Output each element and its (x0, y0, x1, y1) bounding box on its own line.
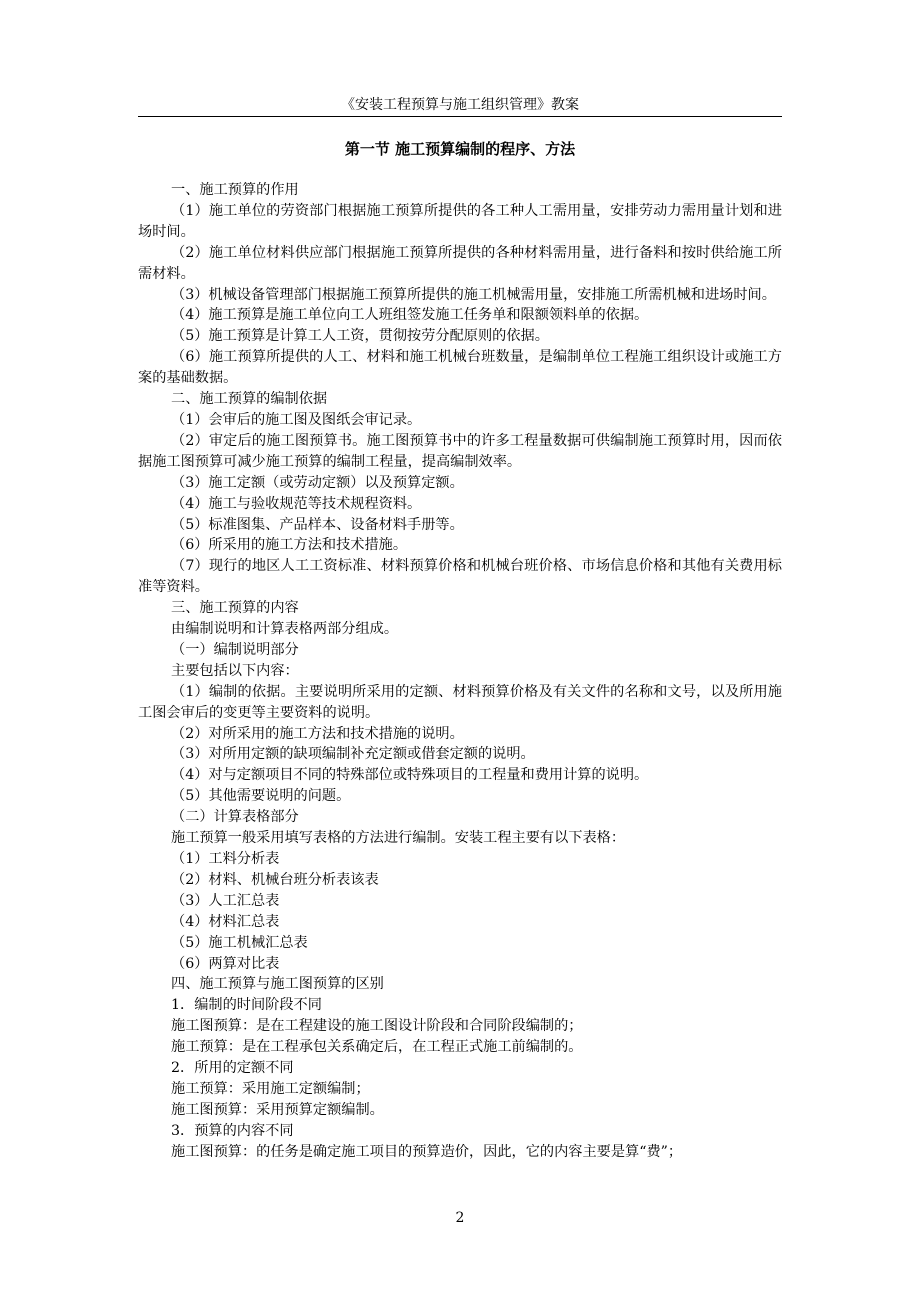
paragraph: （3）施工定额（或劳动定额）以及预算定额。 (171, 474, 464, 491)
paragraph: （4）施工与验收规范等技术规程资料。 (171, 495, 422, 512)
paragraph: （2）审定后的施工图预算书。施工图预算书中的许多工程量数据可供编制施工预算时用，因而依据施工图预算可减少施工预算的编制工程量，提高编制效率。 (138, 432, 782, 470)
paragraph: （6）所采用的施工方法和技术措施。 (171, 537, 408, 554)
paragraph: 施工预算：采用施工定额编制； (171, 1080, 370, 1097)
paragraph: （1）施工单位的劳资部门根据施工预算所提供的各工种人工需用量，安排劳动力需用量计划和进场时间。 (138, 202, 782, 240)
heading-4: 四、施工预算与施工图预算的区别 (171, 976, 384, 993)
body-text (138, 180, 782, 1163)
paragraph: （4）施工预算是施工单位向工人班组签发施工任务单和限额领料单的依据。 (171, 307, 649, 324)
subheading: 2．所用的定额不同 (171, 1060, 294, 1077)
paragraph: 施工图预算：是在工程建设的施工图设计阶段和合同阶段编制的； (171, 1018, 583, 1035)
paragraph: （2）对所采用的施工方法和技术措施的说明。 (171, 725, 464, 742)
list-item: （6）两算对比表 (171, 955, 280, 972)
paragraph: （3）机械设备管理部门根据施工预算所提供的施工机械需用量，安排施工所需机械和进场时间。 (171, 286, 776, 303)
paragraph: （1）会审后的施工图及图纸会审记录。 (171, 411, 422, 428)
paragraph: 由编制说明和计算表格两部分组成。 (171, 621, 399, 638)
heading-3: 三、施工预算的内容 (171, 600, 299, 617)
list-item: （5）施工机械汇总表 (171, 934, 308, 951)
paragraph: 施工图预算：的任务是确定施工项目的预算造价，因此，它的内容主要是算“费”； (171, 1143, 683, 1160)
paragraph: （7）现行的地区人工工资标准、材料预算价格和机械台班价格、市场信息价格和其他有关费用标准等资料。 (138, 558, 782, 596)
subheading: （二）计算表格部分 (171, 809, 299, 826)
subheading: 3．预算的内容不同 (171, 1122, 294, 1139)
paragraph: 施工预算：是在工程承包关系确定后，在工程正式施工前编制的。 (171, 1039, 583, 1056)
paragraph: 施工图预算：采用预算定额编制。 (171, 1101, 384, 1118)
paragraph: （2）施工单位材料供应部门根据施工预算所提供的各种材料需用量，进行备料和按时供给施工所需材料。 (138, 244, 782, 282)
list-item: （1）工料分析表 (171, 851, 280, 867)
paragraph: 施工预算一般采用填写表格的方法进行编制。安装工程主要有以下表格： (171, 830, 626, 847)
paragraph: （5）其他需要说明的问题。 (171, 788, 351, 805)
subheading: （一）编制说明部分 (171, 641, 299, 658)
list-item: （2）材料、机械台班分析表该表 (171, 871, 379, 888)
heading-2: 二、施工预算的编制依据 (171, 391, 328, 408)
paragraph: （4）对与定额项目不同的特殊部位或特殊项目的工程量和费用计算的说明。 (171, 767, 649, 784)
paragraph: （3）对所用定额的缺项编制补充定额或借套定额的说明。 (171, 746, 535, 763)
heading-1: 一、施工预算的作用 (171, 182, 299, 198)
list-item: （4）材料汇总表 (171, 913, 280, 930)
subheading: 1．编制的时间阶段不同 (171, 997, 322, 1014)
running-header: 《安装工程预算与施工组织管理》教案 (341, 97, 579, 113)
paragraph: （6）施工预算所提供的人工、材料和施工机械台班数量，是编制单位工程施工组织设计或施工方案的基础数据。 (138, 349, 782, 387)
header-rule (138, 116, 782, 117)
page-number: 2 (455, 1210, 465, 1226)
paragraph: （5）标准图集、产品样本、设备材料手册等。 (171, 516, 464, 533)
section-title: 第一节 施工预算编制的程序、方法 (344, 140, 576, 158)
paragraph: （5）施工预算是计算工人工资，贯彻按劳分配原则的依据。 (171, 328, 549, 345)
list-item: （3）人工汇总表 (171, 892, 280, 909)
paragraph: 主要包括以下内容： (171, 662, 299, 679)
paragraph: （1）编制的依据。主要说明所采用的定额、材料预算价格及有关文件的名称和文号，以及所用施工图会审后的变更等主要资料的说明。 (138, 683, 782, 721)
